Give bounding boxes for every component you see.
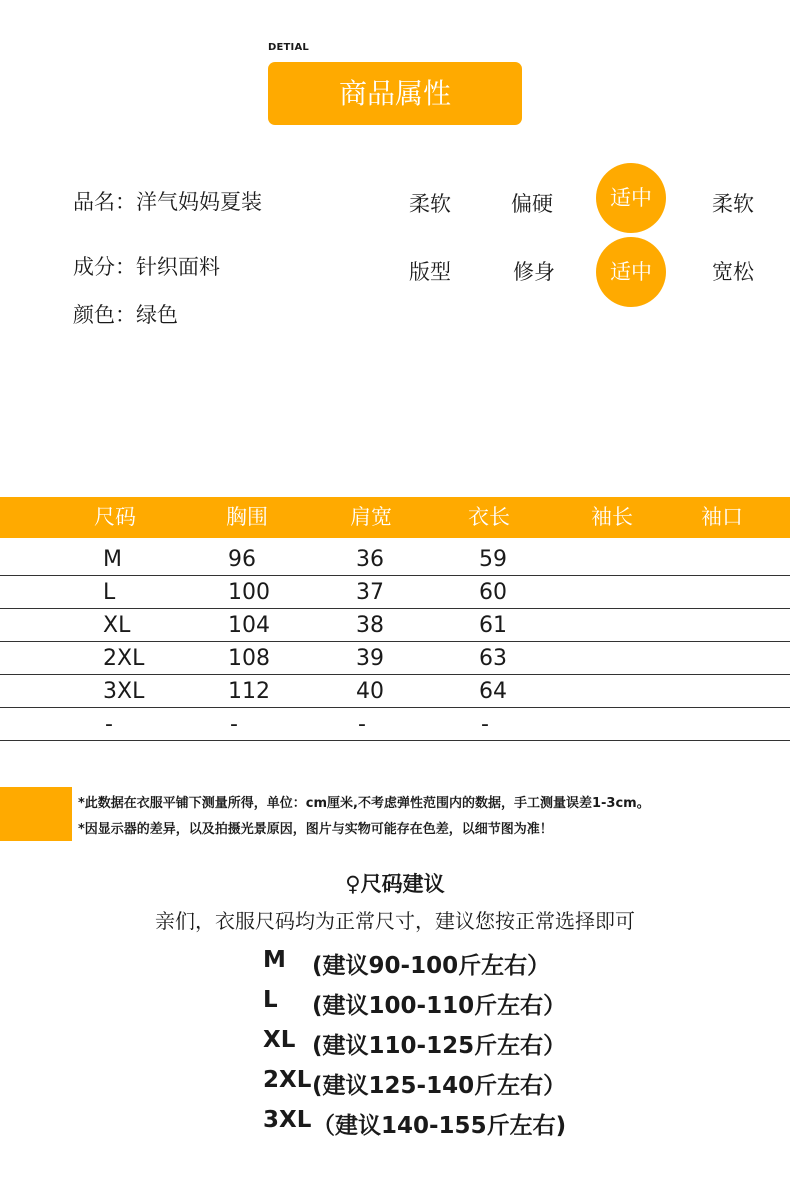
table-row <box>0 576 790 609</box>
cell-chest: - <box>230 712 238 737</box>
cell-length: 60 <box>479 580 507 605</box>
cell-chest: 104 <box>228 613 270 638</box>
cell-chest: 100 <box>228 580 270 605</box>
cell-size: XL <box>103 613 131 638</box>
cell-chest: 108 <box>228 646 270 671</box>
suggestion-size: L <box>263 987 278 1013</box>
table-row <box>0 543 790 576</box>
cell-chest: 96 <box>228 547 256 572</box>
cell-length: 63 <box>479 646 507 671</box>
cell-size: - <box>105 712 113 737</box>
cell-shoulder: - <box>358 712 366 737</box>
suggestion-weight: (建议110-125斤左右） <box>312 1033 567 1059</box>
table-row <box>0 675 790 708</box>
cell-chest: 112 <box>228 679 270 704</box>
scale-fit-selected: 适中 <box>596 237 666 307</box>
attr-color: 颜色：绿色 <box>73 303 178 327</box>
cell-shoulder: 40 <box>356 679 384 704</box>
eyebrow-label: DETIAL <box>268 42 309 53</box>
th-length: 衣长 <box>468 505 510 529</box>
scale-softness-opt-1: 偏硬 <box>511 192 553 216</box>
cell-shoulder: 38 <box>356 613 384 638</box>
note-color-difference: *因显示器的差异，以及拍摄光景原因，图片与实物可能存在色差，以细节图为准！ <box>78 822 553 837</box>
th-cuff: 袖口 <box>701 505 743 529</box>
suggestion-weight: （建议140-155斤左右) <box>312 1113 567 1139</box>
size-table-header <box>0 497 790 538</box>
suggestion-size: XL <box>263 1027 296 1053</box>
cell-shoulder: 37 <box>356 580 384 605</box>
cell-size: L <box>103 580 116 605</box>
suggestion-size: 3XL <box>263 1107 312 1133</box>
th-size: 尺码 <box>94 505 136 529</box>
cell-length: 59 <box>479 547 507 572</box>
scale-fit-opt-3: 宽松 <box>712 260 754 284</box>
suggestion-weight: (建议100-110斤左右） <box>312 993 567 1019</box>
scale-softness-opt-3: 柔软 <box>712 192 754 216</box>
cell-length: 64 <box>479 679 507 704</box>
suggestion-size: 2XL <box>263 1067 312 1093</box>
suggestion-subtitle: 亲们，衣服尺码均为正常尺寸，建议您按正常选择即可 <box>155 909 635 933</box>
suggestion-title: ♀尺码建议 <box>345 872 445 896</box>
note-accent-block <box>0 787 72 841</box>
th-shoulder: 肩宽 <box>350 505 392 529</box>
th-sleeve-length: 袖长 <box>591 505 633 529</box>
cell-size: 3XL <box>103 679 145 704</box>
cell-shoulder: 36 <box>356 547 384 572</box>
section-title: 商品属性 <box>268 62 522 125</box>
cell-size: M <box>103 547 122 572</box>
cell-length: - <box>481 712 489 737</box>
scale-softness-opt-0: 柔软 <box>409 192 451 216</box>
cell-length: 61 <box>479 613 507 638</box>
table-row <box>0 642 790 675</box>
suggestion-weight: (建议90-100斤左右） <box>312 953 551 979</box>
scale-softness-selected: 适中 <box>596 163 666 233</box>
suggestion-weight: (建议125-140斤左右） <box>312 1073 567 1099</box>
cell-size: 2XL <box>103 646 145 671</box>
suggestion-size: M <box>263 947 286 973</box>
attr-material: 成分：针织面料 <box>73 255 220 279</box>
scale-fit-opt-1: 修身 <box>513 260 555 284</box>
note-measurement: *此数据在衣服平铺下测量所得，单位：cm厘米,不考虑弹性范围内的数据，手工测量误差1-3cm。 <box>78 796 650 811</box>
scale-fit-opt-0: 版型 <box>409 260 451 284</box>
th-chest: 胸围 <box>226 505 268 529</box>
cell-shoulder: 39 <box>356 646 384 671</box>
attr-name: 品名：洋气妈妈夏装 <box>73 190 262 214</box>
table-row <box>0 609 790 642</box>
table-row <box>0 708 790 741</box>
